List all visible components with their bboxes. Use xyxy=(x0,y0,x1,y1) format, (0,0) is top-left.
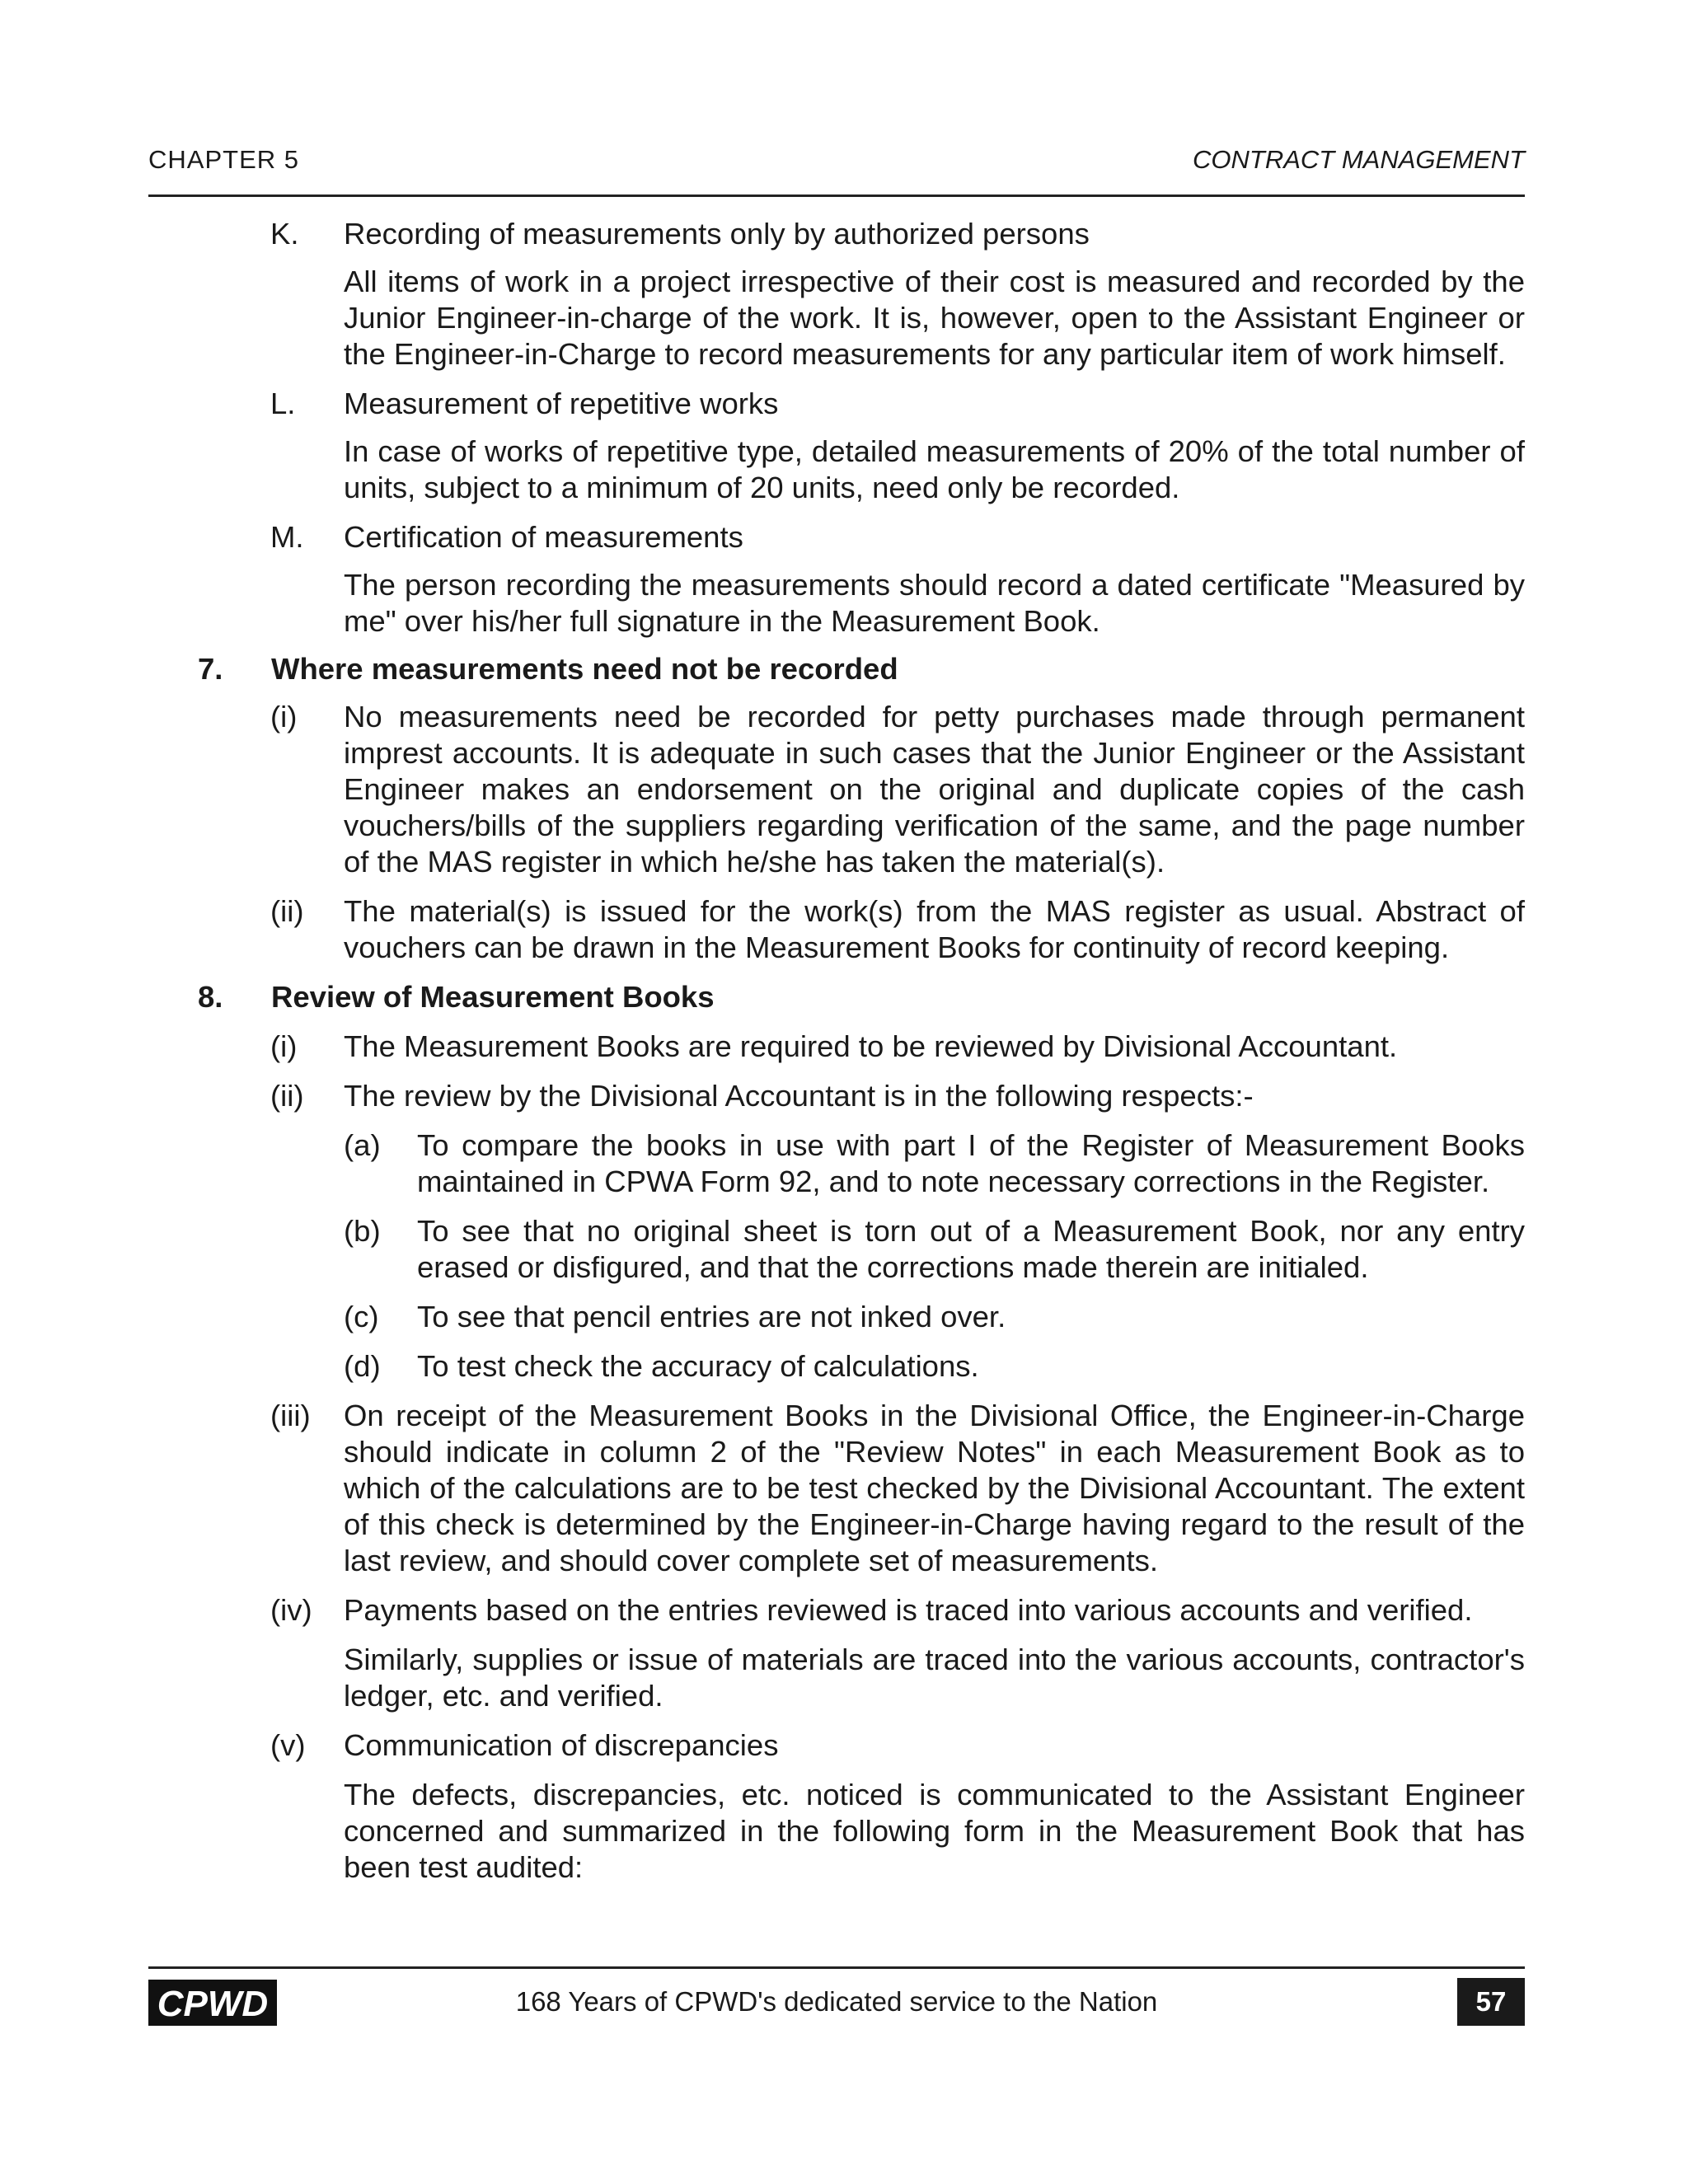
chapter-label: CHAPTER 5 xyxy=(148,145,299,174)
paragraph: The defects, discrepancies, etc. noticed is communicated to the Assistant Engineer concerned and summarized in the following form in the Measurement Book that has been test audited: xyxy=(344,1778,1525,1884)
paragraph: The person recording the measurements should record a dated certificate "Measured by me" over his/her full signature in the Measurement Book. xyxy=(344,568,1525,638)
page-number: 57 xyxy=(1457,1978,1525,2026)
sub-list-item: (c) To see that pencil entries are not inked over. xyxy=(344,1300,1006,1333)
paragraph: All items of work in a project irrespective of their cost is measured and recorded by the Junior Engineer-in-charge of the work. It is, however, open to the Assistant Engineer or the Engineer-in-Charge to record measurements for any particular item of work himself. xyxy=(344,265,1525,371)
logo-text: CPWD xyxy=(157,1984,269,2024)
sub-list-item: (d) To test check the accuracy of calculations. xyxy=(344,1349,979,1383)
page-footer xyxy=(148,1966,1525,2024)
section-heading: Measurement of repetitive works xyxy=(344,387,779,420)
section-8-heading xyxy=(198,979,1525,1015)
section-7-heading xyxy=(198,651,1525,687)
section-label: M. xyxy=(270,520,304,554)
page-header xyxy=(148,145,1525,178)
sub-list-item: (a) To compare the books in use with part I of the Register of Measurement Books maintained in CPWA Form 92, and to note necessary corrections in the Register. xyxy=(344,1128,1525,1198)
document-body xyxy=(148,216,1525,1886)
section-label: K. xyxy=(270,217,299,251)
sub-list-item: (b) To see that no original sheet is torn out of a Measurement Book, nor any entry erased or disfigured, and that the corrections made therein are initialed. xyxy=(344,1214,1525,1284)
section-heading: Certification of measurements xyxy=(344,520,743,554)
list-item: (iii) On receipt of the Measurement Books in the Divisional Office, the Engineer-in-Charge should indicate in column 2 of the "Review Notes" in each Measurement Book as to which of the calculations are to be test checked by the Divisional Accountant. The extent of this check is determined by the Engineer-in-Charge having regard to the result of the last review, and should cover complete set of measurements. xyxy=(270,1399,1525,1577)
paragraph: Similarly, supplies or issue of materials are traced into the various accounts, contractor's ledger, etc. and verified. xyxy=(344,1643,1525,1713)
section-number: 8. xyxy=(198,980,223,1014)
footer-divider xyxy=(148,1966,1525,1969)
header-divider xyxy=(148,194,1525,197)
section-heading: Recording of measurements only by authorized persons xyxy=(344,217,1090,251)
chapter-title: CONTRACT MANAGEMENT xyxy=(1193,145,1525,174)
list-item: (v) Communication of discrepancies xyxy=(270,1728,779,1762)
list-item: (i) No measurements need be recorded for petty purchases made through permanent imprest accounts. It is adequate in such cases that the Junior Engineer or the Assistant Engineer makes an endorsement on the original and duplicate copies of the cash vouchers/bills of the suppliers regarding verification of the same, and the page number of the MAS register in which he/she has taken the material(s). xyxy=(270,700,1525,879)
list-item: (ii) The material(s) is issued for the work(s) from the MAS register as usual. Abstract of vouchers can be drawn in the Measurement Books for continuity of record keeping. xyxy=(270,894,1525,964)
section-heading: Review of Measurement Books xyxy=(271,980,715,1014)
footer-tagline: 168 Years of CPWD's dedicated service to the Nation xyxy=(515,1986,1158,2017)
list-item: (ii) The review by the Divisional Accountant is in the following respects:- xyxy=(270,1079,1254,1113)
paragraph: In case of works of repetitive type, detailed measurements of 20% of the total number of units, subject to a minimum of 20 units, need only be recorded. xyxy=(344,434,1525,504)
section-number: 7. xyxy=(198,652,223,686)
list-item: (iv) Payments based on the entries reviewed is traced into various accounts and verified. xyxy=(270,1593,1473,1627)
section-heading: Where measurements need not be recorded xyxy=(271,652,898,686)
section-label: L. xyxy=(270,387,296,420)
list-item: (i) The Measurement Books are required to be reviewed by Divisional Accountant. xyxy=(270,1029,1398,1063)
section-m xyxy=(270,519,1525,555)
section-k xyxy=(270,216,1525,252)
section-l xyxy=(270,386,1525,422)
